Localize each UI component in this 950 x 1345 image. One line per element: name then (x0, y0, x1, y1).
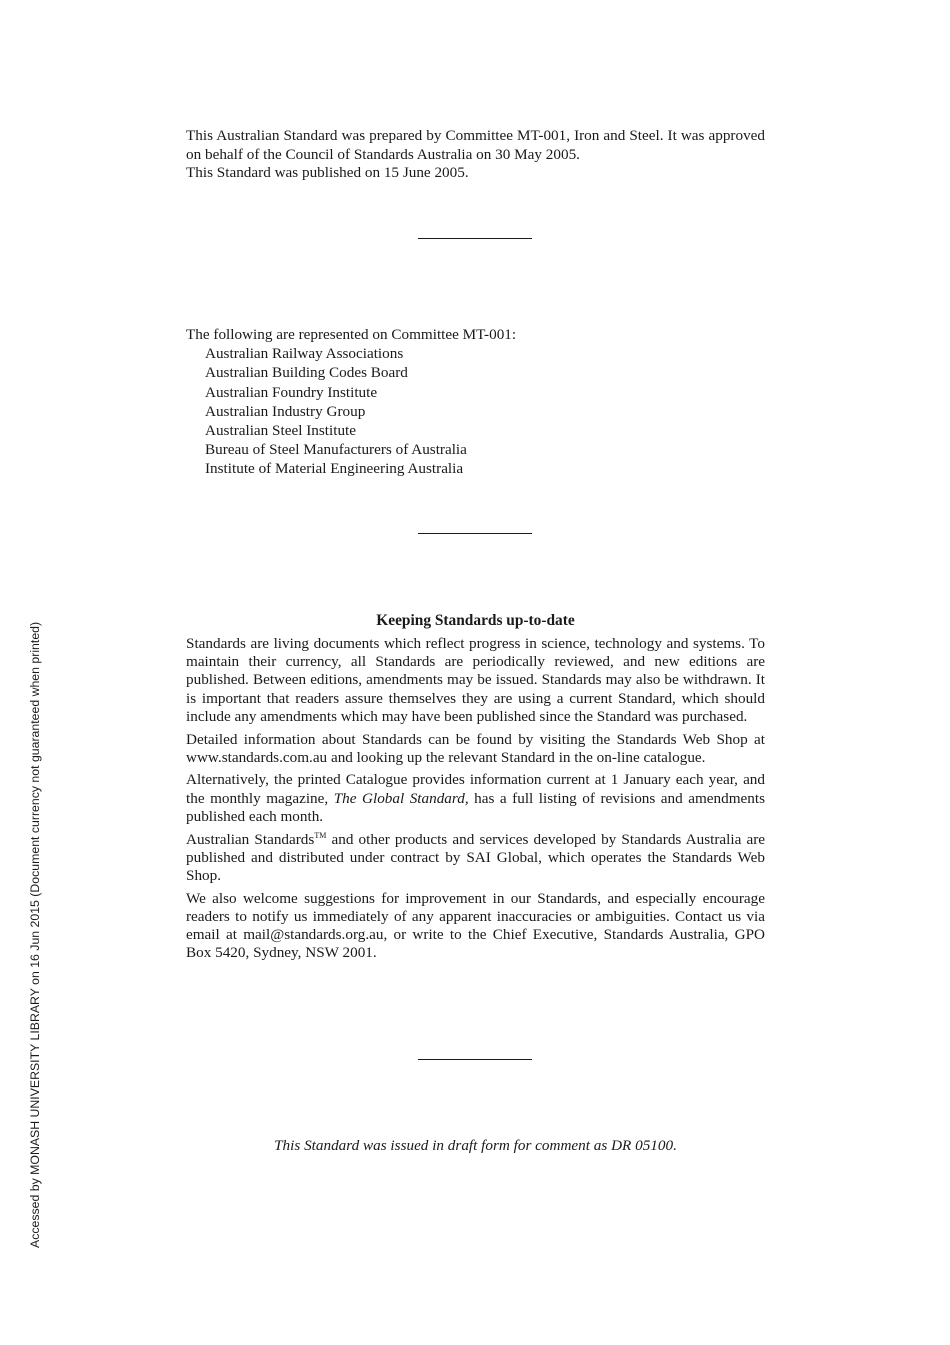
committee-member: Australian Building Codes Board (205, 364, 408, 382)
committee-member: Australian Steel Institute (205, 422, 356, 440)
access-watermark: Accessed by MONASH UNIVERSITY LIBRARY on 16 Jun 2015 (Document currency not guaranteed when printed) (28, 621, 42, 1248)
committee-member-list (186, 344, 765, 478)
committee-member: Australian Railway Associations (205, 345, 404, 363)
paragraph-sai-global: Australian Standards™ and other products and services developed by Standards Australia are published and distributed under contract by SAI Global, which operates the Standards Web Shop. (186, 830, 765, 884)
paragraph-living-documents: Standards are living documents which reflect progress in science, technology and systems. To maintain their currency, all Standards are periodically reviewed, and new editions are published. Between editions, amendments may be issued. Standards may also be withdrawn. It is important that readers assure themselves they are using a current Standard, which should include any amendments which may have been published since the Standard was purchased. (186, 635, 765, 725)
publication-date-text: This Standard was published on 15 June 2005. (186, 164, 469, 182)
draft-note: This Standard was issued in draft form for comment as DR 05100. (274, 1137, 677, 1154)
section-divider (418, 1059, 532, 1060)
paragraph-catalogue: Alternatively, the printed Catalogue provides information current at 1 January each year, and the monthly magazine, The Global Standard, has a full listing of revisions and amendments published each month. (186, 771, 766, 825)
paragraph-contact: We also welcome suggestions for improvement in our Standards, and especially encourage readers to notify us immediately of any apparent inaccuracies or ambiguities. Contact us via email at mail@standards.org.au, or write to the Chief Executive, Standards Australia, GPO Box 5420, Sydney, NSW 2001. (186, 889, 765, 962)
preparation-text: This Australian Standard was prepared by Committee MT-001, Iron and Steel. It was approved on behalf of the Council of Standards Australia on 30 May 2005. (186, 127, 765, 163)
preparation-statement (186, 127, 765, 183)
paragraph-web-shop: Detailed information about Standards can be found by visiting the Standards Web Shop at www.standards.com.au and looking up the relevant Standard in the on-line catalogue. (186, 730, 765, 766)
committee-intro: The following are represented on Committee MT-001: (186, 326, 517, 343)
section-divider (418, 238, 532, 239)
committee-member: Bureau of Steel Manufacturers of Australia (205, 441, 467, 459)
global-standard-title: The Global Standard, (333, 789, 469, 807)
committee-member: Australian Industry Group (205, 402, 366, 420)
keeping-standards-section (186, 611, 765, 967)
committee-member: Australian Foundry Institute (205, 383, 378, 401)
keeping-standards-heading: Keeping Standards up-to-date (376, 612, 575, 629)
trademark-mark: TM (314, 830, 327, 840)
committee-member: Institute of Material Engineering Australia (205, 460, 464, 478)
section-divider (418, 533, 532, 534)
committee-representation (186, 325, 765, 479)
